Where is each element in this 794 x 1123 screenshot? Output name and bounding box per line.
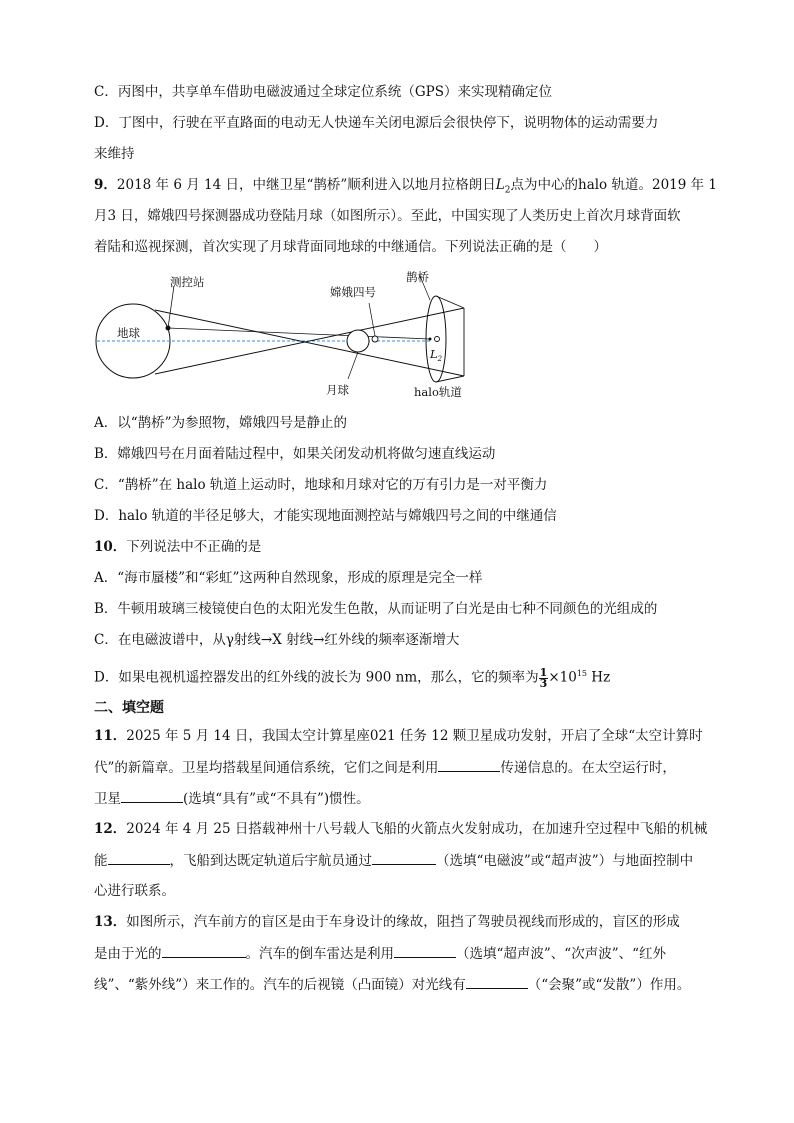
change4-leader bbox=[369, 303, 375, 336]
q12-line2 bbox=[94, 850, 693, 871]
q13-text-3a: 线”、“紫外线”）来工作的。汽车的后视镜（凸面镜）对光线有 bbox=[94, 977, 466, 993]
q10-unit: Hz bbox=[587, 669, 611, 686]
q13-number: 13． bbox=[94, 914, 127, 930]
L2-dot bbox=[435, 337, 440, 342]
q11-blank-2[interactable] bbox=[121, 788, 183, 803]
q11-text-2b: 传递信息的。在太空运行时， bbox=[500, 760, 676, 776]
q9-L-sub: 2 bbox=[504, 185, 511, 196]
fraction-numerator: 1 bbox=[539, 665, 548, 679]
q10-option-b: B．牛顿用玻璃三棱镜使白色的太阳光发生色散，从而证明了白光是由七种不同颜色的光组成的 bbox=[94, 601, 658, 617]
q10-option-a: A．“海市蜃楼”和“彩虹”这两种自然现象，形成的原理是完全一样 bbox=[94, 570, 483, 586]
q13-text-2a: 是由于光的 bbox=[94, 946, 162, 962]
q9-option-d: D．halo 轨道的半径足够大，才能实现地面测控站与嫦娥四号之间的中继通信 bbox=[94, 508, 557, 524]
label-earth: 地球 bbox=[117, 326, 140, 340]
q9-L: L bbox=[495, 177, 505, 193]
q12-number: 12． bbox=[94, 821, 127, 837]
label-change4: 嫦娥四号 bbox=[330, 285, 376, 299]
moon-leader bbox=[348, 352, 358, 379]
fraction-denominator: 3 bbox=[539, 676, 548, 690]
label-halo: halo轨道 bbox=[414, 385, 462, 399]
section-heading-fill-blank: 二、填空题 bbox=[94, 700, 164, 716]
q11-text-3b: (选填“具有”或“不具有”)惯性。 bbox=[183, 791, 370, 807]
q11-text-1: 2025 年 5 月 14 日，我国太空计算星座021 任务 12 颗卫星成功发射，开启了全球“太空计算时 bbox=[126, 728, 703, 744]
q9-stem-line1 bbox=[94, 175, 717, 201]
q11-blank-1[interactable] bbox=[438, 757, 500, 772]
q13-line2 bbox=[94, 943, 666, 964]
label-station: 测控站 bbox=[170, 275, 205, 289]
fraction bbox=[539, 665, 549, 690]
q12-text-2b: ，飞船到达既定轨道后宇航员通过 bbox=[169, 853, 372, 869]
q10-times: ×10 bbox=[548, 669, 577, 686]
q9-number: 9． bbox=[94, 177, 117, 193]
q12-text-1: 2024 年 4 月 25 日搭载神州十八号载人飞船的火箭点火发射成功，在加速升空过程中飞船的机械 bbox=[126, 821, 708, 837]
q9-option-a: A．以“鹊桥”为参照物，嫦娥四号是静止的 bbox=[94, 415, 348, 431]
label-moon: 月球 bbox=[326, 383, 349, 397]
q12-blank-1[interactable] bbox=[108, 850, 170, 865]
queqiao-dot bbox=[429, 338, 432, 341]
q9-stem-line3: 着陆和巡视探测，首次实现了月球背面同地球的中继通信。下列说法正确的是（ ） bbox=[94, 239, 607, 255]
q8-option-d: D．丁图中，行驶在平直路面的电动无人快递车关闭电源后会很快停下，说明物体的运动需要力 bbox=[94, 115, 659, 131]
q13-blank-1[interactable] bbox=[162, 943, 246, 958]
q11-line1 bbox=[94, 726, 703, 746]
q8-option-d-cont: 来维持 bbox=[94, 146, 135, 162]
q10-option-d bbox=[94, 664, 610, 689]
q9-option-b: B．嫦娥四号在月面着陆过程中，如果关闭发动机将做匀速直线运动 bbox=[94, 446, 496, 462]
moon-circle bbox=[347, 330, 369, 352]
q12-text-2c: （选填“电磁波”或“超声波”）与地面控制中 bbox=[436, 853, 694, 869]
q10-stem bbox=[94, 537, 261, 557]
q10-exponent: 15 bbox=[576, 669, 588, 678]
earth-moon-relay-diagram bbox=[94, 266, 474, 408]
sight-line-1 bbox=[155, 310, 464, 376]
q10-number: 10． bbox=[94, 539, 127, 555]
q11-line3 bbox=[94, 788, 370, 809]
q8-option-c: C．丙图中，共享单车借助电磁波通过全球定位系统（GPS）来实现精确定位 bbox=[94, 84, 552, 100]
relay-line bbox=[168, 328, 430, 339]
q12-text-2a: 能 bbox=[94, 853, 108, 869]
q13-text-2b: 。汽车的倒车雷达是利用 bbox=[245, 946, 394, 962]
label-queqiao: 鹊桥 bbox=[406, 270, 429, 284]
q9-option-c: C．“鹊桥”在 halo 轨道上运动时，地球和月球对它的万有引力是一对平衡力 bbox=[94, 477, 548, 493]
q10-option-c: C．在电磁波谱中，从γ射线→X 射线→红外线的频率逐渐增大 bbox=[94, 632, 460, 648]
change4-dot bbox=[372, 336, 378, 342]
halo-top-line bbox=[436, 296, 464, 308]
q9-stem-a: 2018 年 6 月 14 日，中继卫星“鹊桥”顺利进入以地月拉格朗日 bbox=[116, 177, 496, 193]
q10-stem-text: 下列说法中不正确的是 bbox=[126, 539, 262, 555]
q13-line1 bbox=[94, 912, 680, 932]
q12-line3: 心进行联系。 bbox=[94, 883, 175, 899]
q11-number: 11． bbox=[94, 728, 127, 744]
station-leader bbox=[168, 286, 174, 328]
q11-line2 bbox=[94, 757, 676, 778]
q13-text-1: 如图所示，汽车前方的盲区是由于车身设计的缘故，阻挡了驾驶员视线而形成的，盲区的形成 bbox=[126, 914, 680, 930]
label-L2: $L_2$ bbox=[430, 347, 443, 363]
q11-text-2a: 代”的新篇章。卫星均搭载星间通信系统，它们之间是利用 bbox=[94, 760, 439, 776]
q9-stem-line2: 月3 日，嫦娥四号探测器成功登陆月球（如图所示）。至此，中国实现了人类历史上首次月球背面软 bbox=[94, 208, 681, 224]
q13-blank-3[interactable] bbox=[466, 974, 528, 989]
q13-text-3b: （“会聚”或“发散”）作用。 bbox=[527, 977, 691, 993]
q13-line3 bbox=[94, 974, 690, 995]
q13-blank-2[interactable] bbox=[394, 943, 456, 958]
q11-text-3a: 卫星 bbox=[94, 791, 121, 807]
q10-option-d-text: D．如果电视机遥控器发出的红外线的波长为 900 nm，那么，它的频率为 bbox=[94, 669, 539, 686]
q9-stem-b: 点为中心的halo 轨道。2019 年 1 bbox=[510, 177, 718, 193]
q13-text-2c: （选填“超声波”、“次声波”、“红外 bbox=[456, 946, 667, 962]
q12-blank-2[interactable] bbox=[372, 850, 436, 865]
q12-line1 bbox=[94, 819, 707, 839]
